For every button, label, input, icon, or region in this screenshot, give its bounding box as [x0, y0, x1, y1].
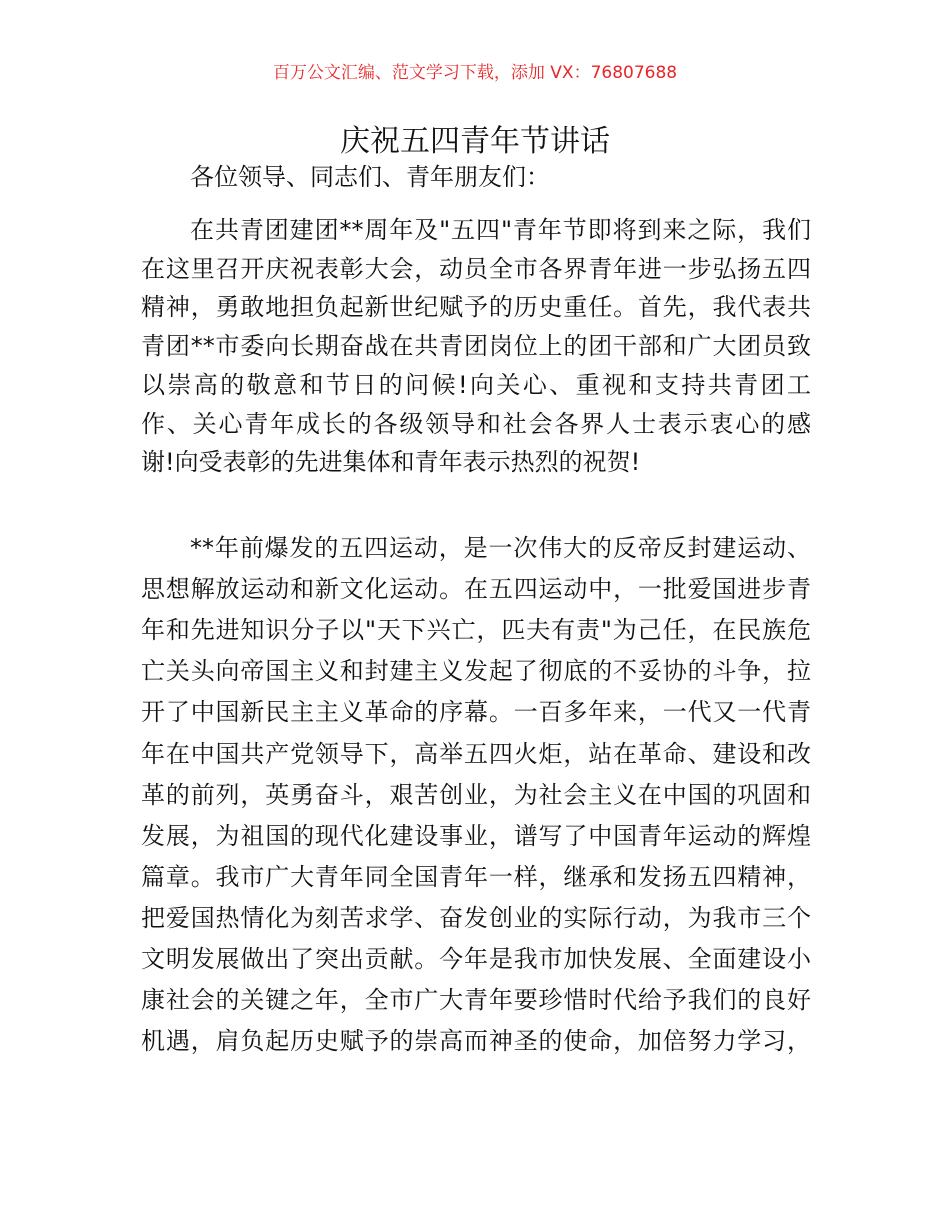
- paragraph-2-line: 文明发展做出了突出贡献。今年是我市加快发展、全面建设小: [141, 945, 811, 973]
- salutation: 各位领导、同志们、青年朋友们：: [190, 163, 550, 191]
- paragraph-1-line: 谢!向受表彰的先进集体和青年表示热烈的祝贺!: [141, 448, 641, 477]
- paragraph-1-line: 精神，勇敢地担负起新世纪赋予的历史重任。首先，我代表共: [141, 293, 811, 322]
- paragraph-2-line: 思想解放运动和新文化运动。在五四运动中，一批爱国进步青: [141, 575, 811, 604]
- paragraph-1-line: 作、关心青年成长的各级领导和社会各界人士表示衷心的感: [141, 409, 811, 438]
- paragraph-2-line: 把爱国热情化为刻苦求学、奋发创业的实际行动，为我市三个: [141, 903, 811, 932]
- paragraph-1-line: 以崇高的敬意和节日的问候!向关心、重视和支持共青团工: [141, 370, 811, 399]
- paragraph-1-line: 在共青团建团**周年及"五四"青年节即将到来之际，我们: [190, 216, 811, 244]
- paragraph-2-line: 篇章。我市广大青年同全国青年一样，继承和发扬五四精神，: [141, 862, 811, 891]
- paragraph-2-line: 年和先进知识分子以"天下兴亡，匹夫有责"为己任，在民族危: [141, 616, 811, 645]
- paragraph-2-line: 康社会的关键之年，全市广大青年要珍惜时代给予我们的良好: [141, 986, 811, 1015]
- paragraph-2-line: 机遇，肩负起历史赋予的崇高而神圣的使命，加倍努力学习，: [141, 1027, 811, 1056]
- paragraph-2-line: **年前爆发的五四运动，是一次伟大的反帝反封建运动、: [190, 534, 811, 562]
- header-watermark-note: 百万公文汇编、范文学习下载，添加 VX：76807688: [272, 63, 678, 83]
- paragraph-2-line: 革的前列，英勇奋斗，艰苦创业，为社会主义在中国的巩固和: [141, 780, 811, 809]
- paragraph-2-line: 年在中国共产党领导下，高举五四火炬，站在革命、建设和改: [141, 739, 811, 768]
- paragraph-1-line: 在这里召开庆祝表彰大会，动员全市各界青年进一步弘扬五四: [141, 254, 811, 283]
- document-title: 庆祝五四青年节讲话: [340, 124, 610, 159]
- paragraph-1-line: 青团**市委向长期奋战在共青团岗位上的团干部和广大团员致: [141, 332, 811, 361]
- paragraph-2-line: 亡关头向帝国主义和封建主义发起了彻底的不妥协的斗争，拉: [141, 657, 811, 686]
- paragraph-2-line: 开了中国新民主主义革命的序幕。一百多年来，一代又一代青: [141, 698, 811, 727]
- paragraph-2-line: 发展，为祖国的现代化建设事业，谱写了中国青年运动的辉煌: [141, 821, 811, 850]
